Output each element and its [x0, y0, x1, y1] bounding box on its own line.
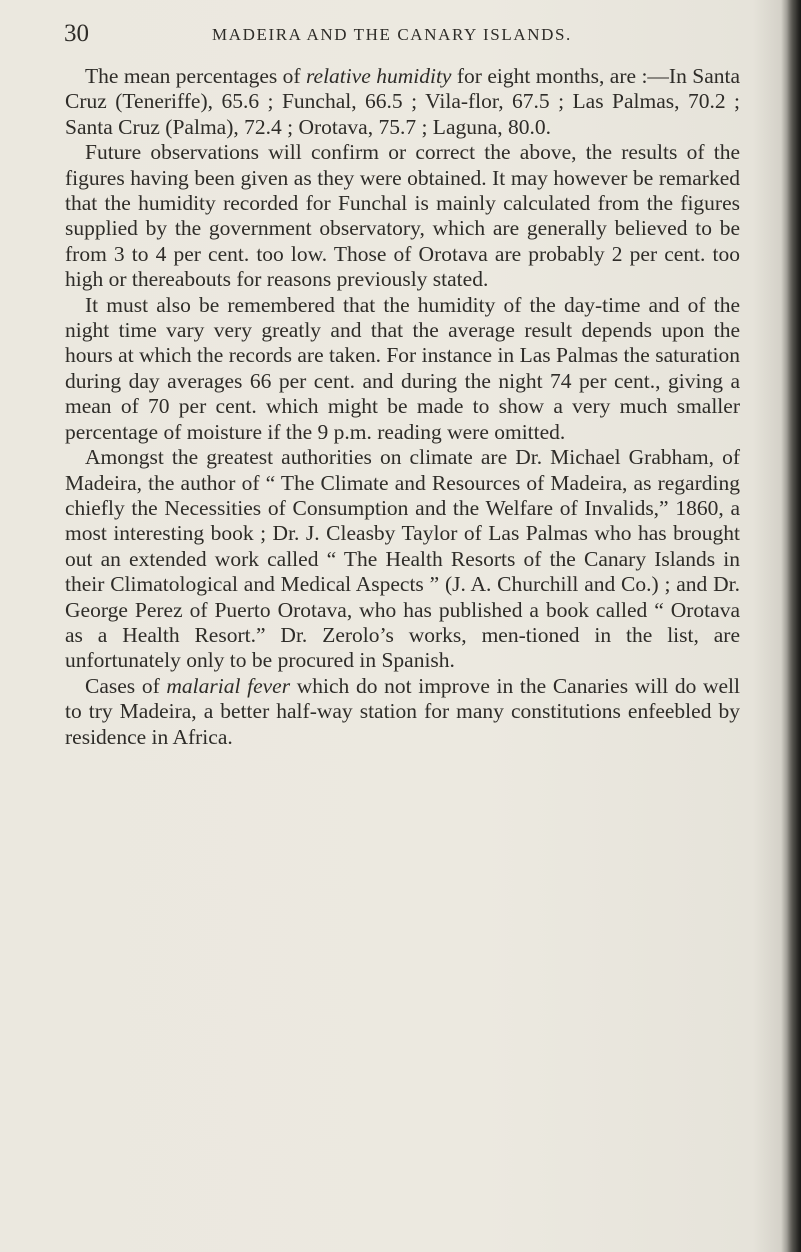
paragraph-malarial-fever: [65, 674, 740, 750]
page-header: [64, 20, 744, 60]
paragraph-future-observations: Future observations will confirm or correct the above, the results of the figures having been given as they were obtained. It may however be remarked that the humidity recorded for Funchal is mainly calculated from the figures supplied by the government observatory, which are generally believed to be from 3 to 4 per cent. too low. Those of Orotava are probably 2 per cent. too high or thereabouts for reasons previously stated.: [65, 140, 740, 292]
italic-term-relative-humidity: relative humidity: [305, 64, 452, 88]
body-text: [65, 64, 740, 750]
paragraph-text: The mean percentages of: [85, 64, 306, 88]
page-edge-shadow: [787, 0, 801, 1252]
italic-term-malarial-fever: malarial fever: [166, 673, 291, 698]
page-number: 30: [64, 20, 89, 47]
paragraph-text: for eight months, are :—In Santa Cruz (Teneriffe), 65.6 ; Funchal, 66.5 ; Vila-flor, 67.5 ; Las Palmas, 70.2 ; Santa Cruz (Palma), 72.4 ; Orotava, 75.7 ; Laguna, 80.0.: [65, 64, 740, 139]
paragraph-climate-authorities: Amongst the greatest authorities on climate are Dr. Michael Grabham, of Madeira, the author of “ The Climate and Resources of Madeira, as regarding chiefly the Necessities of Consumption and the Welfare of Invalids,” 1860, a most interesting book ; Dr. J. Cleasby Taylor of Las Palmas who has brought out an extended work called “ The Health Resorts of the Canary Islands in their Climatological and Medical Aspects ” (J. A. Churchill and Co.) ; and Dr. George Perez of Puerto Orotava, who has published a book called “ Orotava as a Health Resort.” Dr. Zerolo’s works, men-tioned in the list, are unfortunately only to be procured in Spanish.: [65, 445, 740, 673]
paragraph-humidity-percentages: [65, 64, 740, 140]
running-head: MADEIRA AND THE CANARY ISLANDS.: [212, 25, 572, 44]
paragraph-day-night-humidity: It must also be remembered that the humidity of the day-time and of the night time vary very greatly and that the average result depends upon the hours at which the records are taken. For instance in Las Palmas the saturation during day averages 66 per cent. and during the night 74 per cent., giving a mean of 70 per cent. which might be made to show a very much smaller percentage of moisture if the 9 p.m. reading were omitted.: [65, 292, 740, 444]
paragraph-text: Cases of: [85, 673, 167, 698]
paragraph-text: which do not improve in the Canaries will do well to try Madeira, a better half-way station for many constitutions enfeebled by residence in Africa.: [65, 673, 740, 749]
